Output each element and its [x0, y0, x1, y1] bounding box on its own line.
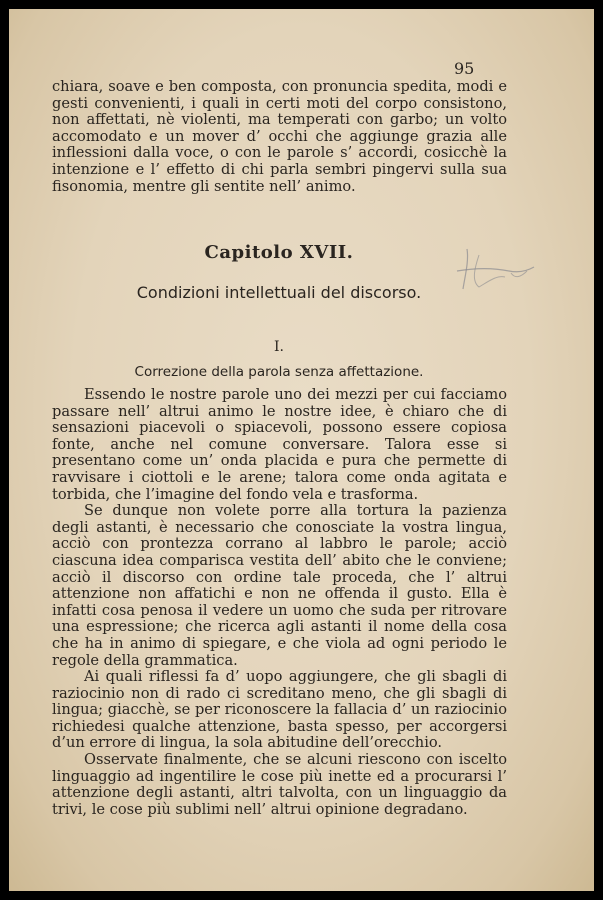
chapter-title: Capitolo XVII. [204, 242, 354, 263]
chapter-subtitle: Condizioni intellettuali del discorso. [136, 283, 422, 302]
paragraph: Se dunque non volete porre alla tortura la pazienza degli astanti, è necessario che conosciate la vostra lingua, acciò con prontezza corrano al labbro le parole; acciò ciascuna idea comparisca vestita dell’ abito che le conviene; acciò il discorso con ordine tale proceda, che l’ altrui attenzione non affatichi e non ne offenda il gusto. Ella è infatti cosa penosa il vedere un uomo che suda per ritrovare una espressione; che ricerca agli astanti il nome della cosa che ha in animo di spiegare, e che viola ad ogni periodo le regole della grammatica. [52, 502, 507, 669]
paragraph: Osservate finalmente, che se alcuni riescono con iscelto linguaggio ad ingentilire le cose più inette ed a procurarsi l’ attenzione degli astanti, altri talvolta, con un linguaggio da trivi, le cose più sublimi nell’ altrui opinione degradano. [52, 751, 507, 818]
section-number: I. [274, 339, 284, 355]
page-number: 95 [454, 59, 475, 78]
book-page [9, 9, 594, 891]
body-text [52, 387, 507, 818]
paragraph: Essendo le nostre parole uno dei mezzi per cui facciamo passare nell’ altrui animo le nostre idee, è chiaro che di sensazioni piacevoli o spiacevoli, possono essere copiosa fonte, anche nel comune conversare. Talora esse si presentano come un’ onda placida e pura che permette di ravvisare i ciottoli e le arene; talora come onda agitata e torbida, che l’imagine del fondo vela e trasforma. [52, 386, 507, 503]
paragraph: Ai quali riflessi fa d’ uopo aggiungere, che gli sbagli di raziocinio non di rado ci screditano meno, che gli sbagli di lingua; giacchè, se per riconoscere la fallacia d’ un raziocinio richiedesi qualche attenzione, basta spesso, per accorgersi d’un errore di lingua, la sola abitudine dell’orecchio. [52, 668, 507, 752]
section-title: Correzione della parola senza affettazione. [134, 364, 424, 380]
opening-paragraph: chiara, soave e ben composta, con pronuncia spedita, modi e gesti convenienti, i quali in certi moti del corpo consistono, non affettati, nè violenti, ma temperati con garbo; un volto accomodato e un mover d’ occhi che aggiunge grazia alle inflessioni dalla voce, o con le parole s’ accordi, cosicchè la intenzione e l’ effetto di chi parla sembri pingervi sulla sua fisonomia, mentre gli sentite nell’ animo. [52, 78, 507, 195]
